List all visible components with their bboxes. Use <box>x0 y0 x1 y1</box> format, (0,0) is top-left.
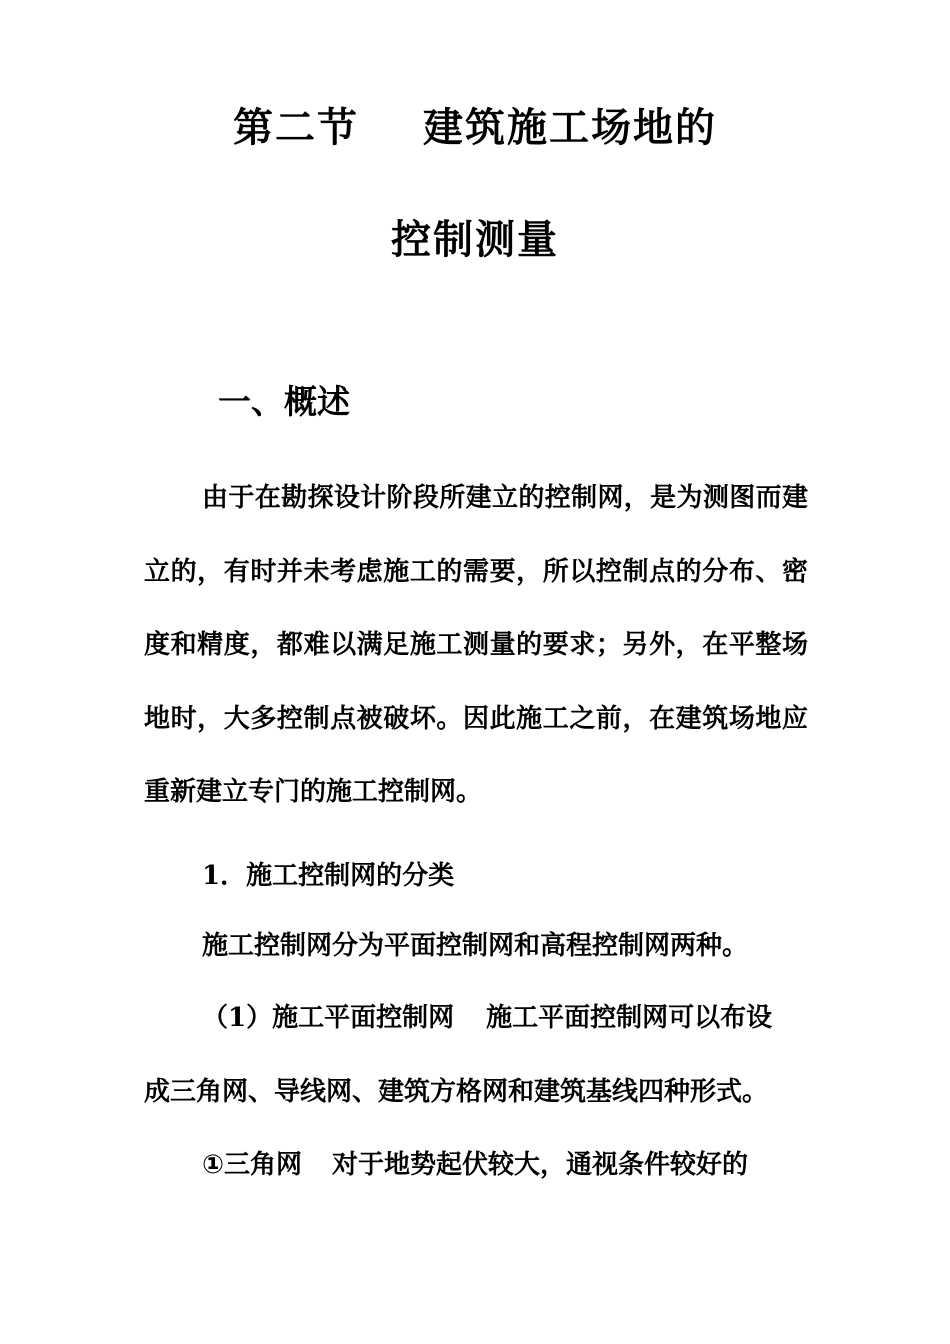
item-number: （1） <box>202 1003 273 1033</box>
paragraph-triangulation <box>144 1144 808 1181</box>
paragraph-plane-control-line-1 <box>144 997 808 1034</box>
section-heading: 一、概述 <box>218 382 350 421</box>
item-term: 施工平面控制网 <box>272 1003 455 1033</box>
subheading-number: 1． <box>202 861 247 891</box>
item-text-line-1: 施工平面控制网可以布设 <box>486 1003 773 1033</box>
chapter-title-line-1 <box>0 96 950 153</box>
section-title-part: 建筑施工场地的 <box>423 104 717 151</box>
subheading <box>144 855 808 892</box>
item-term-triangulation: ①三角网 <box>202 1150 303 1180</box>
section-number: 第二节 <box>233 104 359 151</box>
paragraph-overview: 由于在勘探设计阶段所建立的控制网，是为测图而建立的，有时并未考虑施工的需要，所以控制点的分布、密度和精度，都难以满足施工测量的要求；另外，在平整场地时，大多控制点被破坏。因此施工之前，在建筑场地应重新建立专门的施工控制网。 <box>144 483 808 807</box>
paragraph-plane-control-line-2: 成三角网、导线网、建筑方格网和建筑基线四种形式。 <box>144 1077 769 1107</box>
chapter-title-line-2: 控制测量 <box>391 216 559 263</box>
paragraph-classification: 施工控制网分为平面控制网和高程控制网两种。 <box>202 931 749 961</box>
item-text-triangulation: 对于地势起伏较大，通视条件较好的 <box>332 1150 749 1180</box>
subheading-text: 施工控制网的分类 <box>246 861 455 891</box>
